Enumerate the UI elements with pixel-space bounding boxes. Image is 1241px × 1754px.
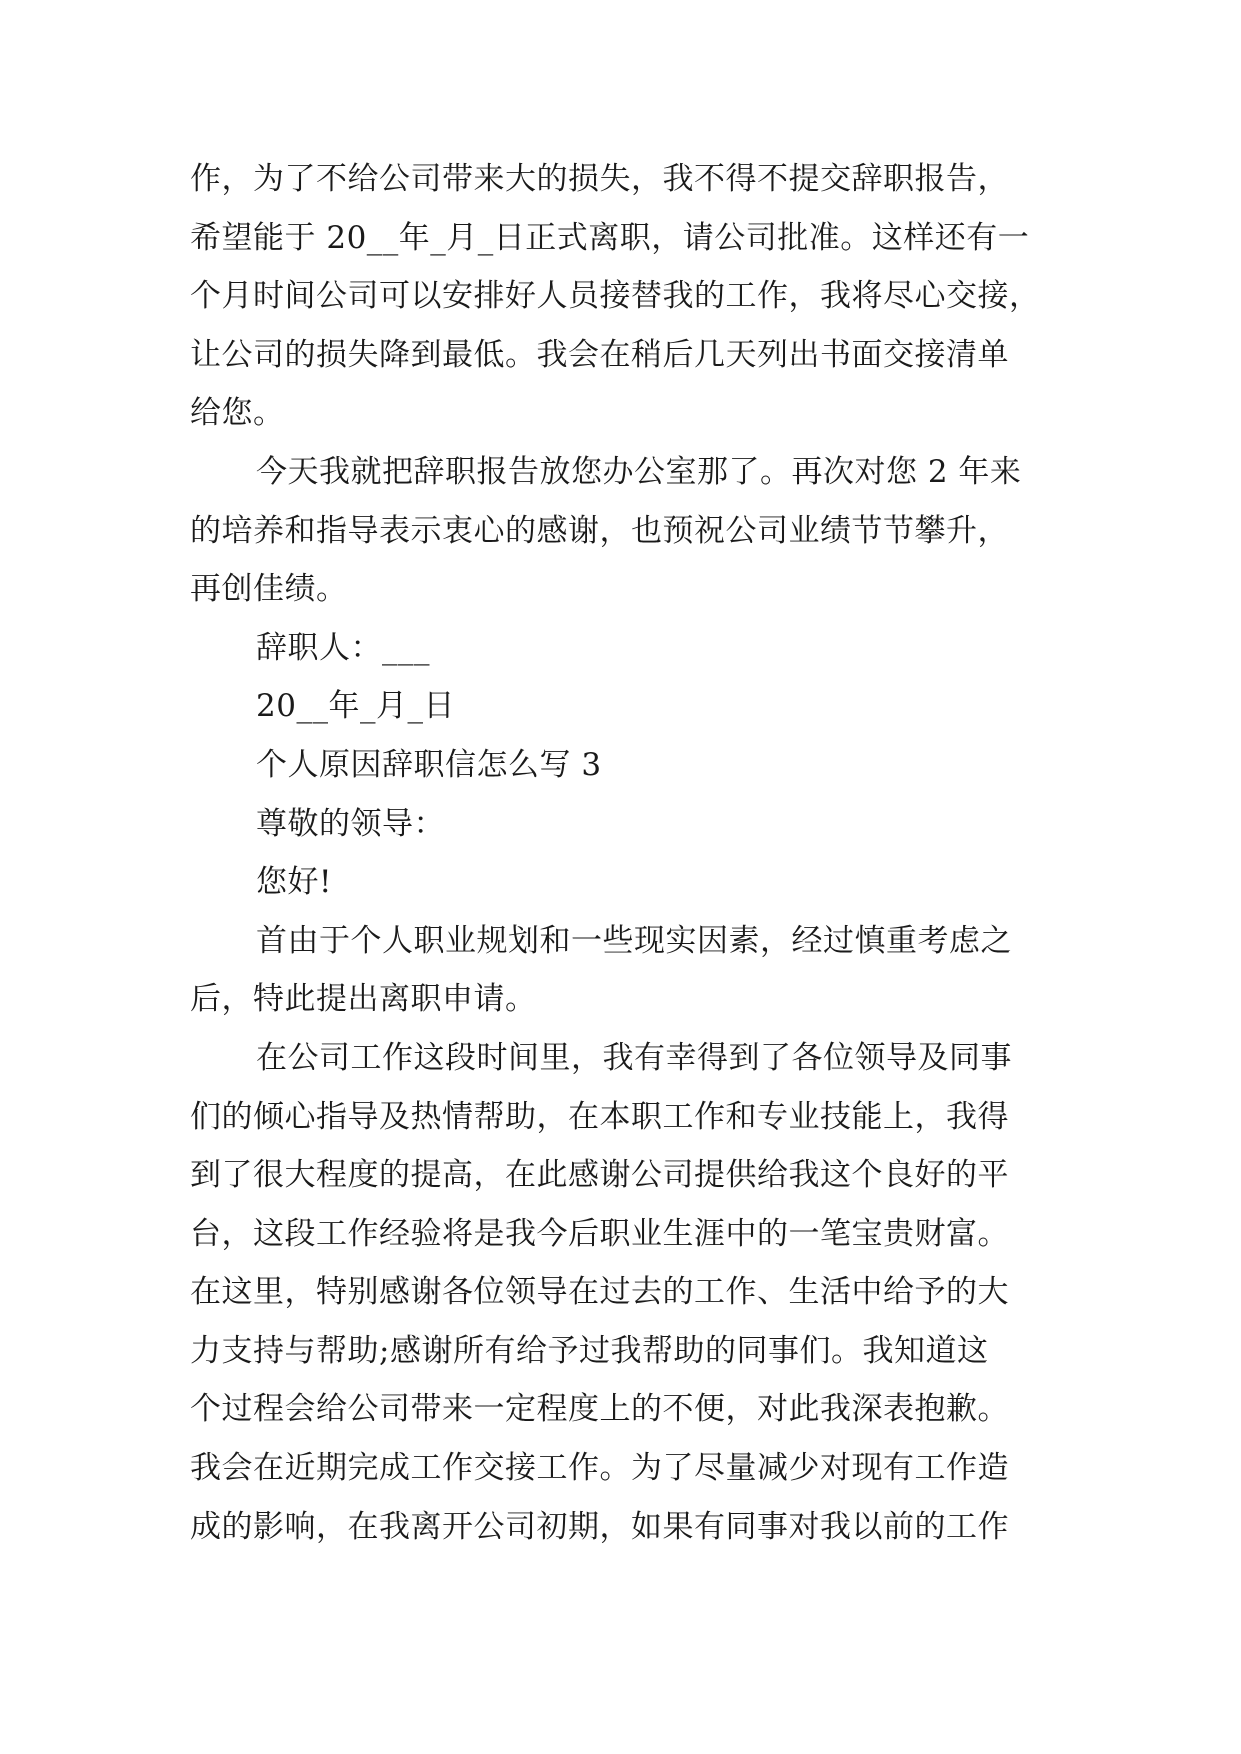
greeting: 您好!: [256, 864, 332, 901]
text-line: 力支持与帮助;感谢所有给予过我帮助的同事们。我知道这: [190, 1332, 989, 1369]
text-line: 作，为了不给公司带来大的损失，我不得不提交辞职报告，: [190, 161, 1009, 197]
paragraph-first-line: 今天我就把辞职报告放您办公室那了。再次对您 2 年来: [256, 453, 1022, 490]
document-body: [190, 150, 1060, 1556]
text-line: 个过程会给公司带来一定程度上的不便，对此我深表抱歉。: [190, 1391, 1009, 1428]
text-line: 再创佳绩。: [190, 571, 348, 608]
text-line: 给您。: [190, 395, 285, 432]
paragraph-first-line: 在公司工作这段时间里，我有幸得到了各位领导及同事: [256, 1039, 1012, 1076]
signer-line: 辞职人：___: [256, 629, 430, 666]
text-line: 我会在近期完成工作交接工作。为了尽量减少对现有工作造: [190, 1450, 1009, 1487]
text-line: 个月时间公司可以安排好人员接替我的工作，我将尽心交接，: [190, 278, 1041, 315]
text-line: 希望能于 20__年_月_日正式离职，请公司批准。这样还有一: [190, 219, 1030, 256]
text-line: 在这里，特别感谢各位领导在过去的工作、生活中给予的大: [190, 1274, 1009, 1311]
text-line: 们的倾心指导及热情帮助，在本职工作和专业技能上，我得: [190, 1098, 1009, 1135]
text-line: 让公司的损失降到最低。我会在稍后几天列出书面交接清单: [190, 336, 1009, 373]
section-title: 个人原因辞职信怎么写 3: [256, 746, 602, 783]
paragraph-first-line: 首由于个人职业规划和一些现实因素，经过慎重考虑之: [256, 922, 1012, 959]
text-line: 台，这段工作经验将是我今后职业生涯中的一笔宝贵财富。: [190, 1215, 1009, 1252]
date-line: 20__年_月_日: [256, 688, 455, 725]
text-line: 到了很大程度的提高，在此感谢公司提供给我这个良好的平: [190, 1157, 1009, 1194]
text-line: 的培养和指导表示衷心的感谢，也预祝公司业绩节节攀升，: [190, 512, 1009, 549]
text-line: 后，特此提出离职申请。: [190, 981, 537, 1018]
text-line: 成的影响，在我离开公司初期，如果有同事对我以前的工作: [190, 1508, 1009, 1545]
salutation: 尊敬的领导：: [256, 805, 445, 842]
